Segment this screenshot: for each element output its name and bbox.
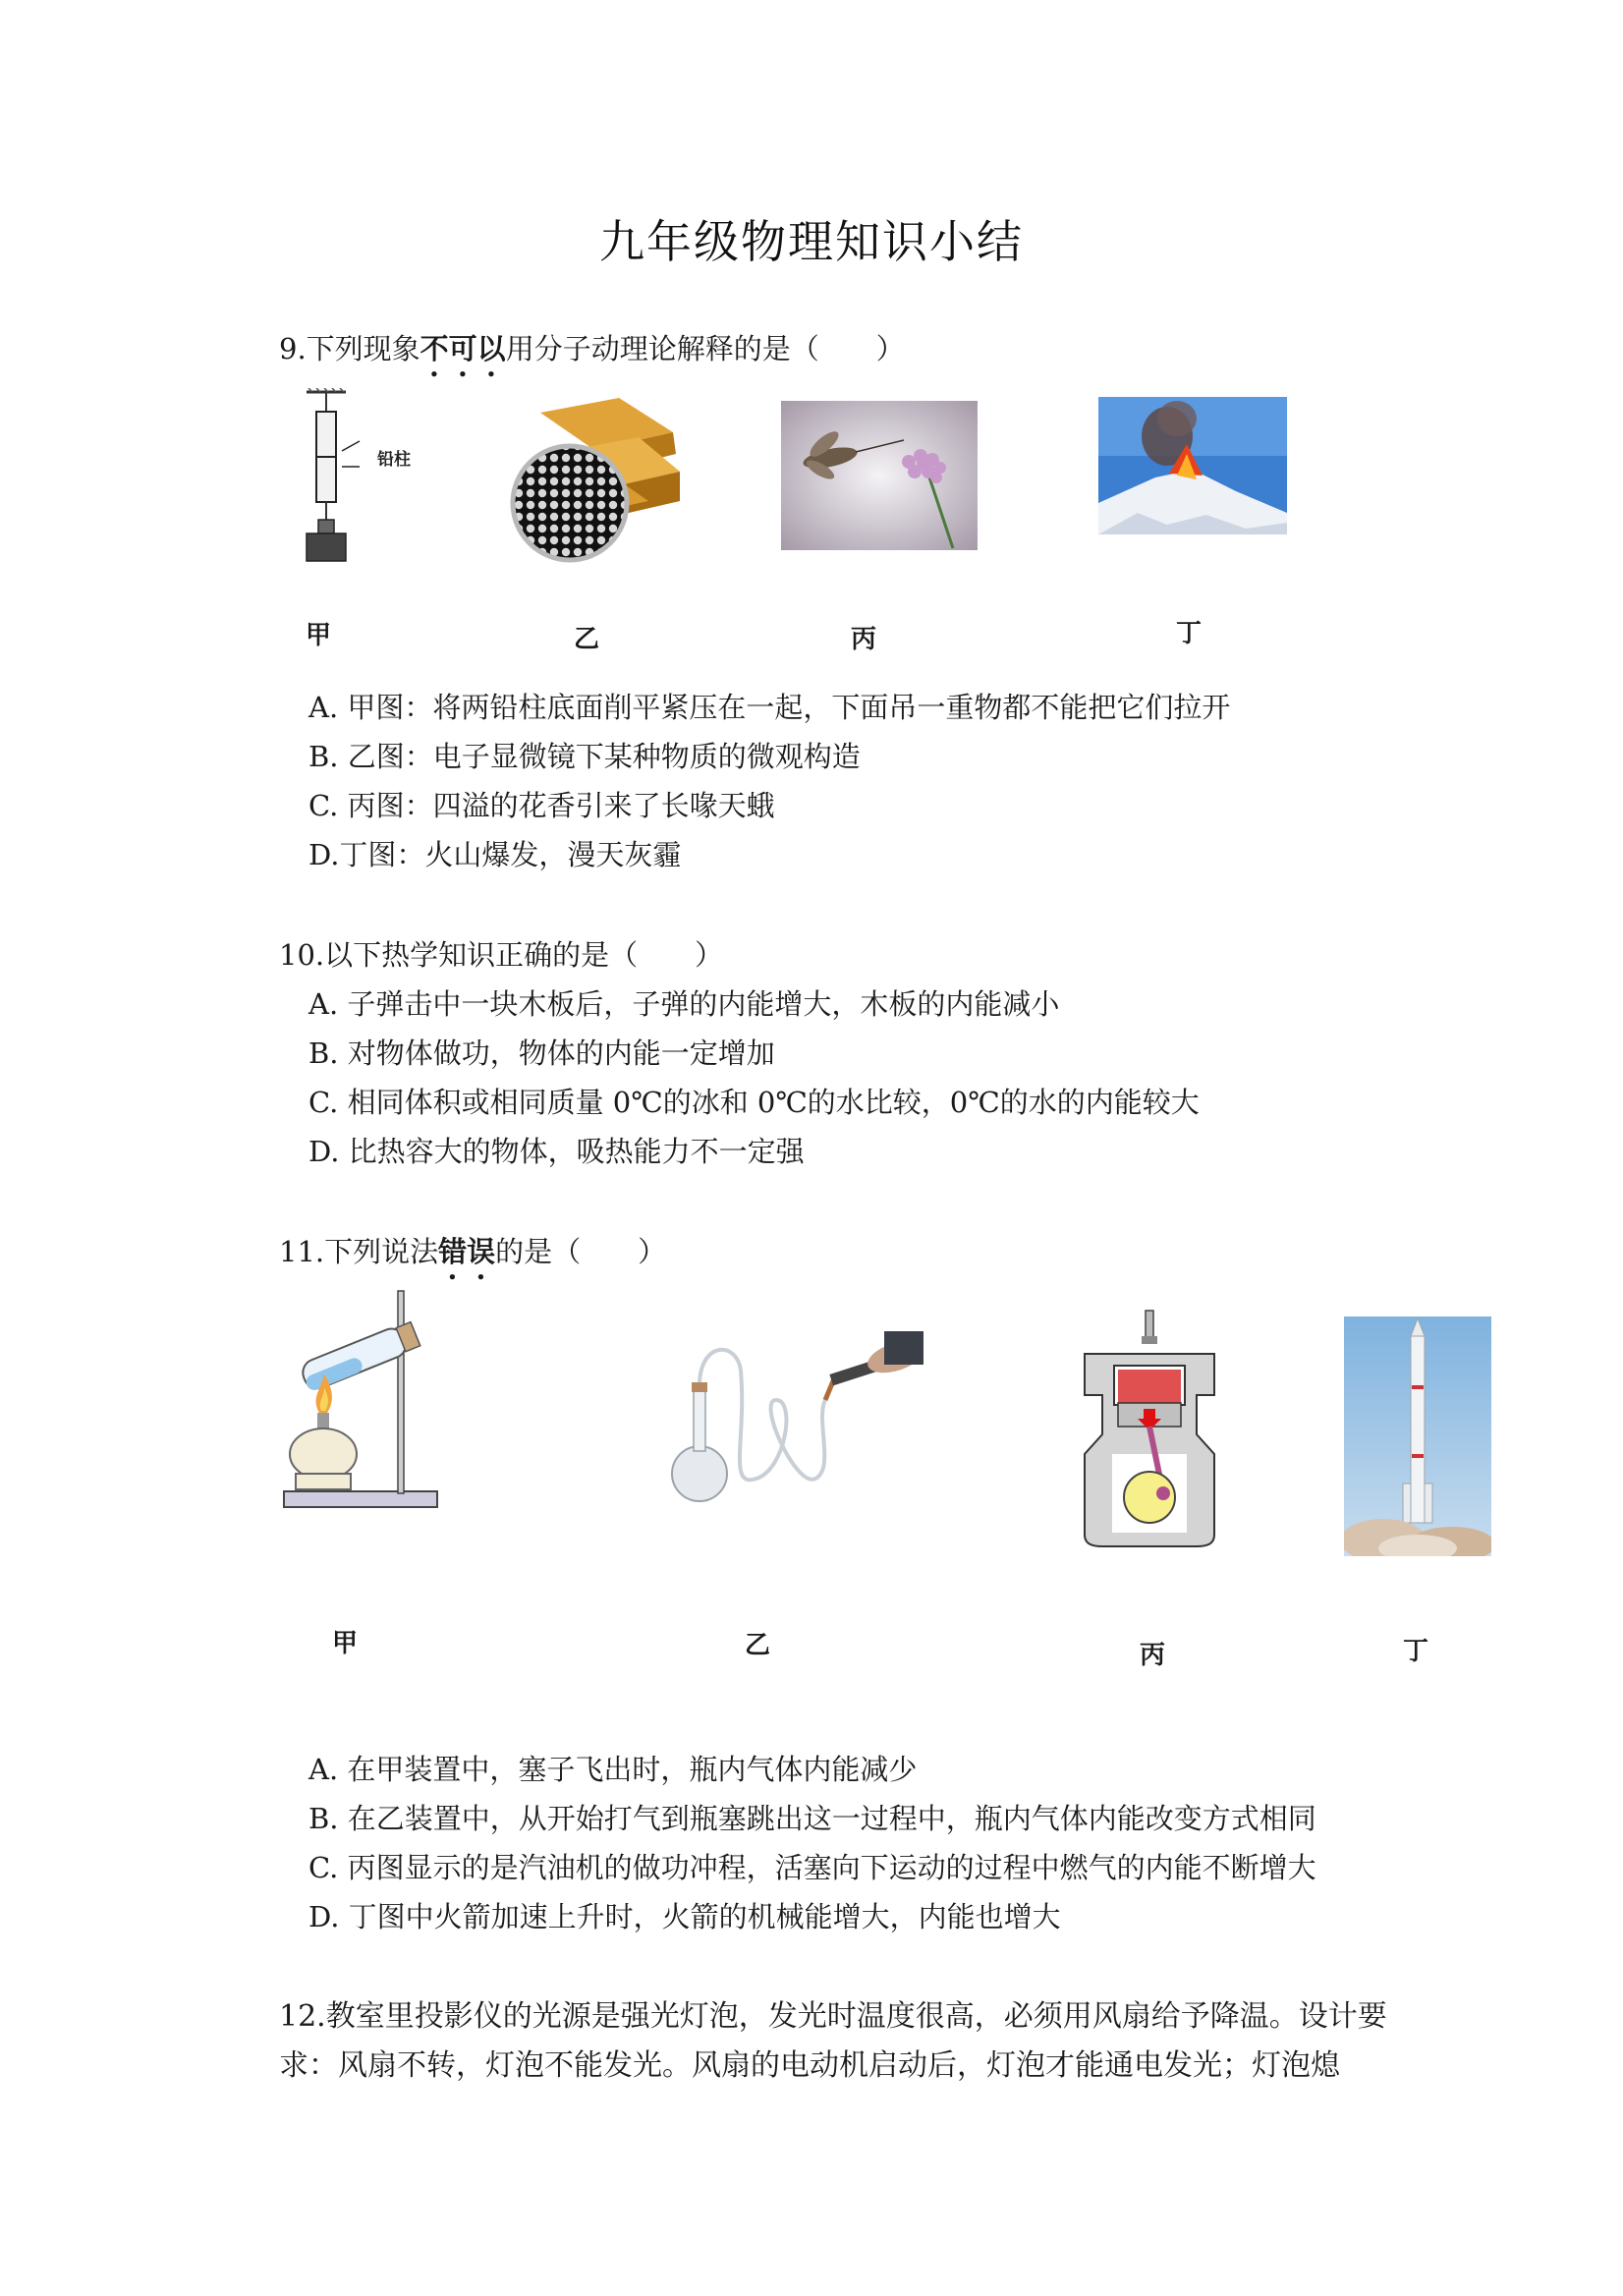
q11-option-b: B. 在乙装置中，从开始打气到瓶塞跳出这一过程中，瓶内气体内能改变方式相同 [308,1802,1316,1835]
q10-option-b: B. 对物体做功，物体的内能一定增加 [308,1036,775,1070]
q9-caption-ding: 丁 [1176,619,1203,648]
flask-air-pump-photo [668,1331,923,1518]
q11-caption-bing: 丙 [1140,1641,1166,1670]
volcano-eruption-photo [1098,397,1287,534]
q11-stem-pre: 11.下列说法 [279,1235,439,1268]
page-title: 九年级物理知识小结 [599,215,1024,268]
question-10-stem: 10.以下热学知识正确的是（ ） [279,938,724,972]
q11-option-a: A. 在甲装置中，塞子飞出时，瓶内气体内能减少 [308,1753,918,1786]
q11-option-d: D. 丁图中火箭加速上升时，火箭的机械能增大，内能也增大 [308,1900,1061,1933]
q11-caption-ding: 丁 [1403,1637,1429,1666]
q11-option-c: C. 丙图显示的是汽油机的做功冲程，活塞向下运动的过程中燃气的内能不断增大 [308,1851,1316,1884]
lead-cylinders-figure [295,388,432,570]
q10-option-d: D. 比热容大的物体，吸热能力不一定强 [308,1135,805,1168]
rocket-launch-photo [1344,1316,1491,1556]
test-tube-heating-figure [280,1287,447,1513]
q9-option-d: D.丁图：火山爆发，漫天灰霾 [308,838,682,871]
gasoline-engine-stroke-figure [1079,1307,1221,1547]
q9-stem-post: 用分子动理论解释的是（ ） [505,332,905,365]
q11-caption-jia: 甲 [332,1629,359,1658]
q10-option-a: A. 子弹击中一块木板后，子弹的内能增大，木板的内能减小 [308,987,1060,1021]
q9-stem-emphasis: 不可以 [420,332,506,365]
q9-option-c: C. 丙图：四溢的花香引来了长喙天蛾 [308,789,775,822]
q11-stem-post: 的是（ ） [495,1235,667,1268]
q11-stem-emphasis: 错误 [438,1235,496,1268]
fig1-label: 铅柱 [377,450,411,470]
q9-caption-jia: 甲 [306,621,332,650]
hawk-moth-flower-photo [781,401,978,550]
question-9-stem [279,332,905,383]
q10-option-c: C. 相同体积或相同质量 0℃的冰和 0℃的水比较，0℃的水的内能较大 [308,1086,1200,1119]
q9-caption-yi: 乙 [574,625,600,654]
q9-option-b: B. 乙图：电子显微镜下某种物质的微观构造 [308,740,861,773]
q9-caption-bing: 丙 [851,625,877,654]
gold-bars-microscope-figure [501,393,683,565]
q9-option-a: A. 甲图：将两铅柱底面削平紧压在一起，下面吊一重物都不能把它们拉开 [308,691,1231,724]
question-11-stem [279,1235,666,1286]
q11-caption-yi: 乙 [745,1631,771,1660]
q9-stem-pre: 9.下列现象 [279,332,420,365]
question-12-text: 12.教室里投影仪的光源是强光灯泡，发光时温度很高，必须用风扇给予降温。设计要求：风扇不转，灯泡不能发光。风扇的电动机启动后，灯泡才能通电发光；灯泡熄 [279,1999,1387,2083]
